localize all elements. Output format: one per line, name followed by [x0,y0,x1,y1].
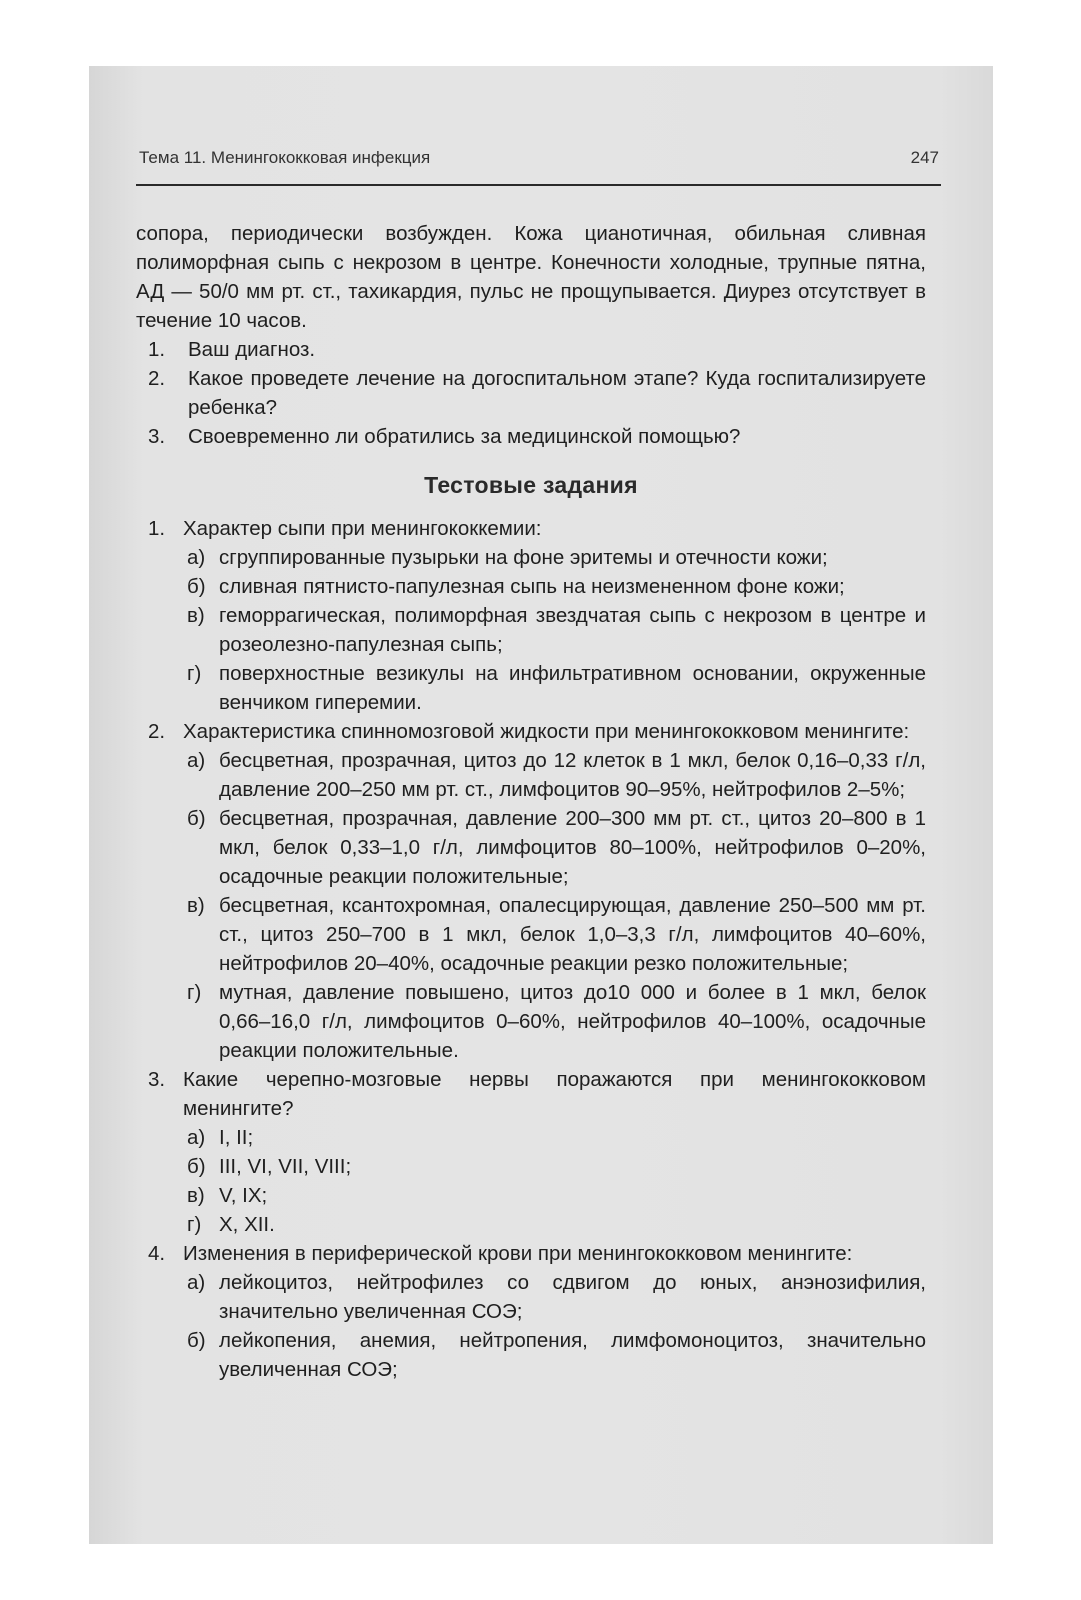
test-question [136,1065,926,1123]
option-text: мутная, давление повышено, цитоз до10 000 и более в 1 мкл, белок 0,66–16,0 г/л, лимфоцитов 0–60%, нейтрофилов 40–100%, осадочные реакции положительные. [219,981,926,1062]
test-options [136,1123,926,1239]
intro-paragraph: сопора, периодически возбужден. Кожа цианотичная, обильная сливная полиморфная сыпь с некрозом в центре. Конечности холодные, трупные пятна, АД — 50/0 мм рт. ст., тахикардия, пульс не прощупывается. Диурез отсутствует в течение 10 часов. [136,222,926,332]
section-heading: Тестовые задания [424,472,638,498]
answer-option [183,1152,926,1181]
case-question [136,364,926,422]
option-letter: а) [187,1271,206,1294]
option-text: X, XII. [219,1213,275,1236]
page-number: 247 [910,148,939,167]
option-text: поверхностные везикулы на инфильтративном основании, окруженные венчиком гиперемии. [219,662,926,714]
option-letter: а) [187,749,206,772]
option-text: бесцветная, прозрачная, давление 200–300 мм рт. ст., цитоз 20–800 в 1 мкл, белок 0,33–1,0 г/л, лимфоцитов 80–100%, нейтрофилов 0–20%, осадочные реакции положительные; [219,807,926,888]
option-letter: в) [187,894,205,917]
option-text: геморрагическая, полиморфная звездчатая сыпь с некрозом в центре и розеолезно-папулезная сыпь; [219,604,926,656]
option-text: сливная пятнисто-папулезная сыпь на неизмененном фоне кожи; [219,575,845,598]
option-letter: а) [187,1126,206,1149]
option-letter: а) [187,546,206,569]
case-question-text: Ваш диагноз. [188,338,316,361]
case-question [136,335,926,364]
option-letter: г) [187,1213,202,1236]
test-question-text: Какие черепно-мозговые нервы поражаются при менингококковом менингите? [183,1068,926,1120]
option-letter: в) [187,604,205,627]
option-text: лейкоцитоз, нейтрофилез со сдвигом до юных, анэнозифилия, значительно увеличенная СОЭ; [219,1271,926,1323]
test-question-text: Характер сыпи при менингококкемии: [183,517,542,540]
option-letter: б) [187,807,206,830]
option-text: сгруппированные пузырьки на фоне эритемы и отечности кожи; [219,546,828,569]
answer-option [183,659,926,717]
option-text: I, II; [219,1126,254,1149]
test-question [136,1239,926,1268]
book-page [89,66,993,1544]
test-question-number: 3. [148,1068,166,1091]
test-question-text: Изменения в периферической крови при менингококковом менингите: [183,1242,853,1265]
answer-option [183,978,926,1065]
option-text: III, VI, VII, VIII; [219,1155,352,1178]
running-title: Тема 11. Менингококковая инфекция [139,148,431,167]
header-rule [136,184,941,186]
test-options [136,543,926,717]
answer-option [183,1181,926,1210]
case-question [136,422,926,451]
option-letter: б) [187,1329,206,1352]
option-text: бесцветная, прозрачная, цитоз до 12 клеток в 1 мкл, белок 0,16–0,33 г/л, давление 200–250 мм рт. ст., лимфоцитов 90–95%, нейтрофилов 2–5%; [219,749,926,801]
test-question [136,717,926,746]
answer-option [183,891,926,978]
option-letter: г) [187,662,202,685]
case-question-number: 1. [148,338,166,361]
answer-option [183,572,926,601]
answer-option [183,601,926,659]
option-text: лейкопения, анемия, нейтропения, лимфомоноцитоз, значительно увеличенная СОЭ; [219,1329,926,1381]
case-questions-list [136,335,926,451]
case-question-text: Какое проведете лечение на догоспитальном этапе? Куда госпитализируете ребенка? [188,367,926,419]
case-question-text: Своевременно ли обратились за медицинской помощью? [188,425,741,448]
answer-option [183,1326,926,1384]
test-question-number: 4. [148,1242,166,1265]
option-letter: г) [187,981,202,1004]
option-letter: б) [187,1155,206,1178]
answer-option [183,1268,926,1326]
case-question-number: 2. [148,367,166,390]
test-question [136,514,926,543]
option-text: V, IX; [219,1184,268,1207]
answer-option [183,804,926,891]
answer-option [183,746,926,804]
option-letter: в) [187,1184,205,1207]
test-question-number: 1. [148,517,166,540]
option-letter: б) [187,575,206,598]
answer-option [183,1123,926,1152]
answer-option [183,1210,926,1239]
page-body [136,219,926,1384]
test-question-text: Характеристика спинномозговой жидкости при менингококковом менингите: [183,720,910,743]
answer-option [183,543,926,572]
test-options [136,746,926,1065]
test-question-number: 2. [148,720,166,743]
option-text: бесцветная, ксантохромная, опалесцирующая, давление 250–500 мм рт. ст., цитоз 250–700 в 1 мкл, белок 1,0–3,3 г/л, лимфоцитов 40–60%, нейтрофилов 20–40%, осадочные реакции резко положительные; [219,894,926,975]
test-options [136,1268,926,1384]
case-question-number: 3. [148,425,166,448]
